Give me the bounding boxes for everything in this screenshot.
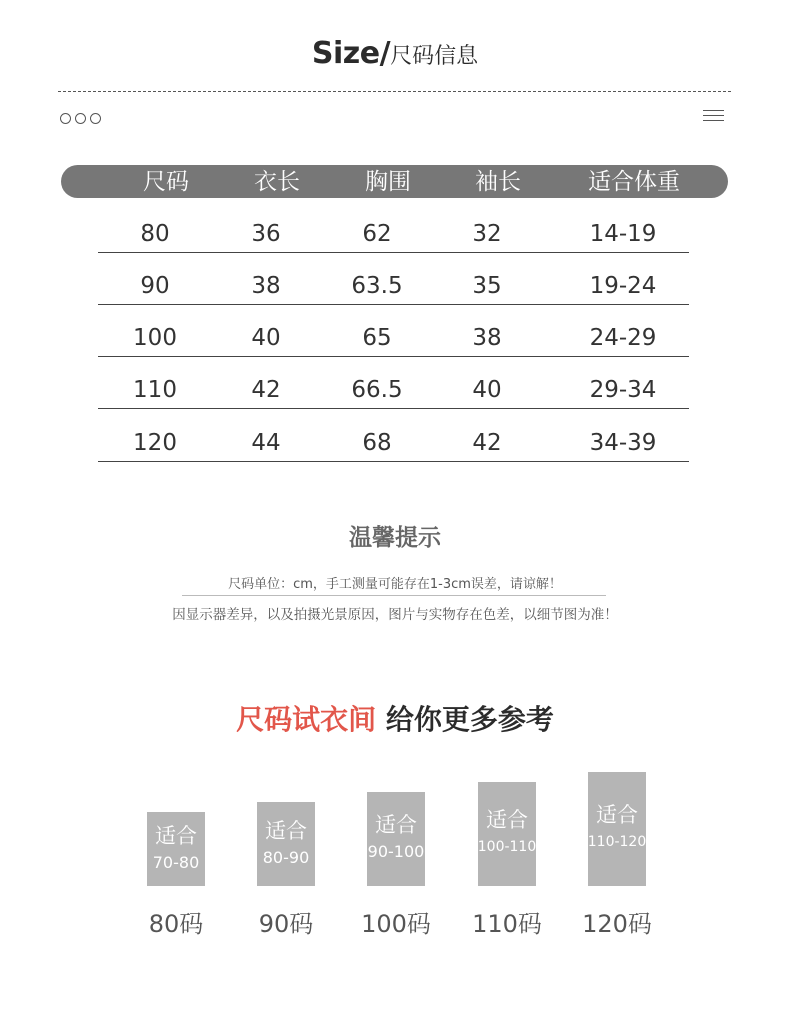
table-cell: 44 bbox=[251, 430, 281, 456]
table-cell: 24-29 bbox=[589, 325, 657, 351]
fit-box-110 bbox=[478, 782, 536, 886]
fit-range: 70-80 bbox=[152, 853, 200, 872]
fitting-title-red: 尺码试衣间 bbox=[236, 703, 377, 736]
fit-range: 80-90 bbox=[262, 848, 310, 867]
table-cell: 68 bbox=[362, 430, 392, 456]
header-cell: 适合体重 bbox=[588, 169, 680, 195]
fit-label: 适合 bbox=[155, 824, 197, 848]
three-circles-icon bbox=[60, 109, 105, 121]
table-row bbox=[98, 305, 689, 357]
table-cell: 36 bbox=[251, 221, 281, 247]
row-divider bbox=[98, 408, 689, 409]
table-cell: 35 bbox=[472, 273, 502, 299]
table-cell: 42 bbox=[472, 430, 502, 456]
fit-range: 100-110 bbox=[477, 839, 537, 855]
fit-box-120 bbox=[588, 772, 646, 886]
row-divider bbox=[98, 461, 689, 462]
table-row bbox=[98, 201, 689, 253]
size-label: 120码 bbox=[582, 910, 652, 938]
table-cell: 29-34 bbox=[589, 377, 657, 403]
table-cell: 110 bbox=[133, 377, 177, 403]
page-title bbox=[0, 36, 790, 71]
fit-box-80 bbox=[147, 812, 205, 886]
table-row bbox=[98, 410, 689, 462]
table-cell: 62 bbox=[362, 221, 392, 247]
size-label: 80码 bbox=[148, 910, 204, 938]
fit-box-90 bbox=[257, 802, 315, 886]
table-cell: 63.5 bbox=[351, 273, 403, 299]
table-cell: 66.5 bbox=[351, 377, 403, 403]
size-label: 100码 bbox=[361, 910, 431, 938]
table-row bbox=[98, 357, 689, 409]
table-cell: 80 bbox=[140, 221, 170, 247]
table-cell: 34-39 bbox=[589, 430, 657, 456]
size-table-header bbox=[61, 165, 728, 198]
title-english: Size/ bbox=[311, 36, 391, 71]
table-cell: 100 bbox=[133, 325, 177, 351]
table-row bbox=[98, 253, 689, 305]
table-cell: 65 bbox=[362, 325, 392, 351]
tips-title: 温馨提示 bbox=[349, 525, 441, 551]
dashed-divider bbox=[58, 91, 731, 92]
table-cell: 38 bbox=[472, 325, 502, 351]
table-cell: 90 bbox=[140, 273, 170, 299]
fit-range: 90-100 bbox=[367, 842, 425, 861]
size-label: 110码 bbox=[472, 910, 542, 938]
table-cell: 19-24 bbox=[589, 273, 657, 299]
title-chinese: 尺码信息 bbox=[390, 44, 479, 69]
table-cell: 14-19 bbox=[589, 221, 657, 247]
table-cell: 38 bbox=[251, 273, 281, 299]
fit-box-100 bbox=[367, 792, 425, 886]
header-cell: 袖长 bbox=[475, 169, 521, 195]
fit-label: 适合 bbox=[596, 803, 638, 827]
header-cell: 衣长 bbox=[254, 169, 300, 195]
header-cell: 胸围 bbox=[365, 169, 411, 195]
fit-label: 适合 bbox=[265, 819, 307, 843]
header-cell: 尺码 bbox=[143, 169, 189, 195]
table-cell: 40 bbox=[251, 325, 281, 351]
size-label: 90码 bbox=[258, 910, 314, 938]
fitting-title-dark: 给你更多参考 bbox=[376, 703, 554, 736]
fit-range: 110-120 bbox=[587, 834, 647, 850]
menu-icon bbox=[703, 110, 724, 125]
table-cell: 32 bbox=[472, 221, 502, 247]
table-cell: 120 bbox=[133, 430, 177, 456]
fitting-room-title bbox=[0, 698, 790, 738]
tip-divider bbox=[182, 595, 606, 596]
table-cell: 40 bbox=[472, 377, 502, 403]
table-cell: 42 bbox=[251, 377, 281, 403]
fit-label: 适合 bbox=[375, 813, 417, 837]
tip-color-note: 因显示器差异，以及拍摄光景原因，图片与实物存在色差，以细节图为准！ bbox=[172, 607, 618, 623]
tip-unit-note: 尺码单位：cm，手工测量可能存在1-3cm误差，请谅解！ bbox=[228, 577, 562, 592]
fit-label: 适合 bbox=[486, 808, 528, 832]
